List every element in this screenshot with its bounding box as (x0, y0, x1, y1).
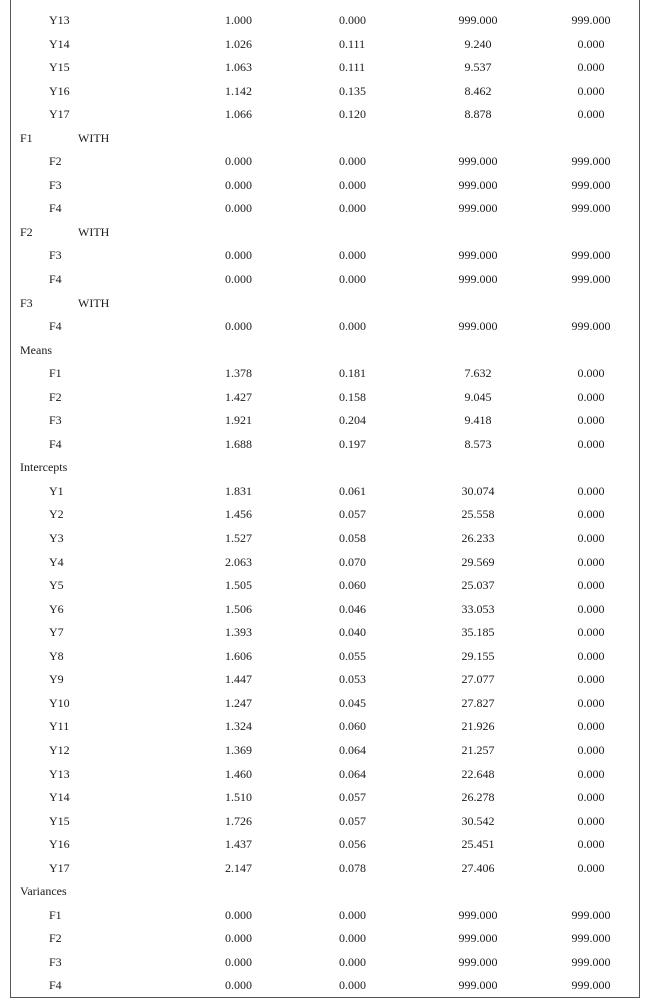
se-cell: 0.000 (339, 954, 366, 969)
est-se-cell: 999.000 (458, 931, 498, 946)
p-value-cell: 0.000 (577, 648, 605, 663)
table-row (11, 527, 639, 551)
se-cell: 0.000 (339, 907, 366, 922)
table-row (11, 786, 639, 810)
table-row (11, 951, 639, 975)
row-label: Y15 (49, 60, 70, 75)
p-value-cell: 0.000 (577, 413, 605, 428)
with-factor-label: F2 (20, 224, 33, 239)
row-label: Y7 (49, 625, 64, 640)
p-value-cell: 0.000 (577, 36, 605, 51)
se-cell: 0.000 (339, 177, 366, 192)
est-se-cell: 7.632 (464, 366, 492, 381)
p-value-cell: 0.000 (577, 83, 605, 98)
section-header-row (11, 339, 639, 363)
output-table-frame (10, 0, 640, 998)
estimate-cell: 2.147 (225, 860, 252, 875)
est-se-cell: 30.074 (461, 483, 495, 498)
table-row (11, 904, 639, 928)
table-row (11, 598, 639, 622)
p-value-cell: 0.000 (577, 625, 605, 640)
est-se-cell: 999.000 (458, 978, 498, 993)
estimate-cell: 1.831 (225, 483, 252, 498)
table-row (11, 103, 639, 127)
estimate-cell: 1.427 (225, 389, 252, 404)
est-se-cell: 999.000 (458, 954, 498, 969)
est-se-cell: 29.569 (461, 554, 495, 569)
est-se-cell: 29.155 (461, 648, 495, 663)
estimate-cell: 1.066 (225, 107, 252, 122)
p-value-cell: 0.000 (577, 813, 605, 828)
with-header-row (11, 292, 639, 316)
estimate-cell: 1.460 (225, 766, 252, 781)
with-header-row (11, 127, 639, 151)
p-value-cell: 999.000 (571, 319, 611, 334)
estimate-cell: 1.437 (225, 837, 252, 852)
p-value-cell: 999.000 (571, 154, 611, 169)
est-se-cell: 8.573 (464, 436, 492, 451)
est-se-cell: 8.878 (464, 107, 492, 122)
estimate-cell: 1.527 (225, 531, 252, 546)
estimate-cell: 0.000 (225, 954, 252, 969)
estimate-cell: 1.142 (225, 83, 252, 98)
p-value-cell: 999.000 (571, 931, 611, 946)
estimate-cell: 1.393 (225, 625, 252, 640)
est-se-cell: 30.542 (461, 813, 495, 828)
table-row (11, 927, 639, 951)
estimate-cell: 1.505 (225, 578, 252, 593)
with-keyword: WITH (78, 224, 110, 239)
se-cell: 0.060 (339, 578, 366, 593)
est-se-cell: 33.053 (461, 601, 495, 616)
p-value-cell: 0.000 (577, 107, 605, 122)
est-se-cell: 21.257 (461, 742, 495, 757)
estimate-cell: 1.369 (225, 742, 252, 757)
with-keyword: WITH (78, 295, 110, 310)
row-label: Y2 (49, 507, 64, 522)
p-value-cell: 0.000 (577, 507, 605, 522)
estimate-cell: 0.000 (225, 931, 252, 946)
row-label: Y1 (49, 483, 64, 498)
section-title: Means (20, 342, 52, 357)
estimate-cell: 1.378 (225, 366, 252, 381)
row-label: Y11 (49, 719, 70, 734)
est-se-cell: 21.926 (461, 719, 495, 734)
with-factor-label: F3 (20, 295, 33, 310)
table-row (11, 9, 639, 33)
p-value-cell: 0.000 (577, 695, 605, 710)
se-cell: 0.000 (339, 931, 366, 946)
estimate-cell: 0.000 (225, 201, 252, 216)
se-cell: 0.046 (339, 601, 366, 616)
se-cell: 0.078 (339, 860, 366, 875)
table-row (11, 56, 639, 80)
row-label: Y16 (49, 83, 70, 98)
p-value-cell: 999.000 (571, 248, 611, 263)
row-label: F1 (49, 907, 62, 922)
p-value-cell: 0.000 (577, 554, 605, 569)
table-row (11, 244, 639, 268)
est-se-cell: 999.000 (458, 248, 498, 263)
p-value-cell: 0.000 (577, 719, 605, 734)
table-row (11, 739, 639, 763)
se-cell: 0.064 (339, 742, 366, 757)
est-se-cell: 27.827 (461, 695, 495, 710)
p-value-cell: 0.000 (577, 389, 605, 404)
est-se-cell: 25.037 (461, 578, 495, 593)
se-cell: 0.053 (339, 672, 366, 687)
se-cell: 0.040 (339, 625, 366, 640)
p-value-cell: 999.000 (571, 272, 611, 287)
se-cell: 0.000 (339, 154, 366, 169)
table-row (11, 833, 639, 857)
se-cell: 0.064 (339, 766, 366, 781)
row-label: Y14 (49, 790, 70, 805)
se-cell: 0.135 (339, 83, 366, 98)
table-row (11, 668, 639, 692)
table-row (11, 315, 639, 339)
estimate-cell: 1.324 (225, 719, 252, 734)
estimate-cell: 0.000 (225, 907, 252, 922)
p-value-cell: 999.000 (571, 978, 611, 993)
estimate-cell: 1.506 (225, 601, 252, 616)
se-cell: 0.111 (339, 36, 366, 51)
se-cell: 0.061 (339, 483, 366, 498)
table-row (11, 574, 639, 598)
est-se-cell: 27.077 (461, 672, 495, 687)
row-label: Y17 (49, 860, 70, 875)
table-row (11, 362, 639, 386)
table-row (11, 810, 639, 834)
est-se-cell: 9.240 (464, 36, 492, 51)
table-row (11, 551, 639, 575)
estimate-cell: 0.000 (225, 177, 252, 192)
p-value-cell: 0.000 (577, 483, 605, 498)
p-value-cell: 0.000 (577, 601, 605, 616)
est-se-cell: 9.418 (464, 413, 492, 428)
estimate-cell: 1.688 (225, 436, 252, 451)
table-row (11, 386, 639, 410)
section-title: Intercepts (20, 460, 68, 475)
est-se-cell: 27.406 (461, 860, 495, 875)
estimate-cell: 0.000 (225, 978, 252, 993)
se-cell: 0.000 (339, 978, 366, 993)
p-value-cell: 999.000 (571, 907, 611, 922)
estimate-cell: 0.000 (225, 272, 252, 287)
row-label: F4 (49, 272, 62, 287)
table-row (11, 645, 639, 669)
table-row (11, 174, 639, 198)
row-label: Y4 (49, 554, 64, 569)
row-label: F3 (49, 413, 62, 428)
table-row (11, 503, 639, 527)
estimate-cell: 1.606 (225, 648, 252, 663)
row-label: F1 (49, 366, 62, 381)
with-keyword: WITH (78, 130, 110, 145)
p-value-cell: 0.000 (577, 860, 605, 875)
se-cell: 0.000 (339, 319, 366, 334)
est-se-cell: 22.648 (461, 766, 495, 781)
se-cell: 0.055 (339, 648, 366, 663)
se-cell: 0.060 (339, 719, 366, 734)
se-cell: 0.000 (339, 272, 366, 287)
p-value-cell: 0.000 (577, 578, 605, 593)
estimate-cell: 1.026 (225, 36, 252, 51)
estimate-cell: 1.247 (225, 695, 252, 710)
row-label: Y9 (49, 672, 64, 687)
est-se-cell: 999.000 (458, 319, 498, 334)
est-se-cell: 25.451 (461, 837, 495, 852)
estimate-cell: 1.063 (225, 60, 252, 75)
se-cell: 0.111 (339, 60, 366, 75)
p-value-cell: 0.000 (577, 742, 605, 757)
row-label: F2 (49, 389, 62, 404)
row-label: F3 (49, 954, 62, 969)
p-value-cell: 0.000 (577, 366, 605, 381)
p-value-cell: 999.000 (571, 13, 611, 27)
row-label: F2 (49, 154, 62, 169)
se-cell: 0.000 (339, 248, 366, 263)
with-header-row (11, 221, 639, 245)
est-se-cell: 999.000 (458, 13, 498, 27)
p-value-cell: 999.000 (571, 201, 611, 216)
estimate-cell: 1.726 (225, 813, 252, 828)
output-table (11, 9, 639, 998)
row-label: Y10 (49, 695, 70, 710)
est-se-cell: 999.000 (458, 272, 498, 287)
estimate-cell: 0.000 (225, 319, 252, 334)
est-se-cell: 26.278 (461, 790, 495, 805)
est-se-cell: 25.558 (461, 507, 495, 522)
row-label: Y6 (49, 601, 64, 616)
row-label: Y13 (49, 13, 70, 27)
est-se-cell: 35.185 (461, 625, 495, 640)
row-label: F4 (49, 201, 62, 216)
se-cell: 0.057 (339, 507, 366, 522)
section-title: Variances (20, 884, 67, 899)
p-value-cell: 999.000 (571, 177, 611, 192)
table-row (11, 268, 639, 292)
se-cell: 0.056 (339, 837, 366, 852)
table-row (11, 197, 639, 221)
table-row (11, 974, 639, 998)
se-cell: 0.158 (339, 389, 366, 404)
se-cell: 0.197 (339, 436, 366, 451)
p-value-cell: 0.000 (577, 837, 605, 852)
se-cell: 0.204 (339, 413, 366, 428)
table-row (11, 150, 639, 174)
p-value-cell: 0.000 (577, 672, 605, 687)
row-label: F3 (49, 177, 62, 192)
est-se-cell: 999.000 (458, 177, 498, 192)
row-label: Y16 (49, 837, 70, 852)
row-label: Y13 (49, 766, 70, 781)
row-label: Y17 (49, 107, 70, 122)
row-label: Y3 (49, 531, 64, 546)
table-row (11, 857, 639, 881)
est-se-cell: 8.462 (464, 83, 492, 98)
estimate-cell: 1.510 (225, 790, 252, 805)
est-se-cell: 26.233 (461, 531, 495, 546)
p-value-cell: 999.000 (571, 954, 611, 969)
table-row (11, 763, 639, 787)
p-value-cell: 0.000 (577, 436, 605, 451)
estimate-cell: 1.000 (225, 13, 252, 27)
row-label: F3 (49, 248, 62, 263)
p-value-cell: 0.000 (577, 60, 605, 75)
se-cell: 0.120 (339, 107, 366, 122)
section-header-row (11, 456, 639, 480)
row-label: Y12 (49, 742, 70, 757)
table-row (11, 80, 639, 104)
estimate-cell: 1.447 (225, 672, 252, 687)
row-label: Y15 (49, 813, 70, 828)
table-row (11, 715, 639, 739)
est-se-cell: 999.000 (458, 154, 498, 169)
estimate-cell: 0.000 (225, 248, 252, 263)
section-header-row (11, 880, 639, 904)
table-row (11, 409, 639, 433)
row-label: F4 (49, 319, 62, 334)
est-se-cell: 999.000 (458, 907, 498, 922)
table-row (11, 480, 639, 504)
estimate-cell: 0.000 (225, 154, 252, 169)
row-label: Y8 (49, 648, 64, 663)
with-factor-label: F1 (20, 130, 33, 145)
row-label: Y5 (49, 578, 64, 593)
estimate-cell: 1.921 (225, 413, 252, 428)
se-cell: 0.057 (339, 790, 366, 805)
se-cell: 0.181 (339, 366, 366, 381)
row-label: F2 (49, 931, 62, 946)
table-row (11, 33, 639, 57)
se-cell: 0.058 (339, 531, 366, 546)
estimate-cell: 1.456 (225, 507, 252, 522)
se-cell: 0.000 (339, 201, 366, 216)
p-value-cell: 0.000 (577, 766, 605, 781)
se-cell: 0.057 (339, 813, 366, 828)
se-cell: 0.070 (339, 554, 366, 569)
table-row (11, 433, 639, 457)
table-row (11, 621, 639, 645)
p-value-cell: 0.000 (577, 790, 605, 805)
est-se-cell: 999.000 (458, 201, 498, 216)
p-value-cell: 0.000 (577, 531, 605, 546)
row-label: F4 (49, 978, 62, 993)
row-label: F4 (49, 436, 62, 451)
se-cell: 0.000 (339, 13, 366, 27)
estimate-cell: 2.063 (225, 554, 252, 569)
est-se-cell: 9.537 (464, 60, 492, 75)
se-cell: 0.045 (339, 695, 366, 710)
est-se-cell: 9.045 (464, 389, 492, 404)
table-row (11, 692, 639, 716)
row-label: Y14 (49, 36, 70, 51)
